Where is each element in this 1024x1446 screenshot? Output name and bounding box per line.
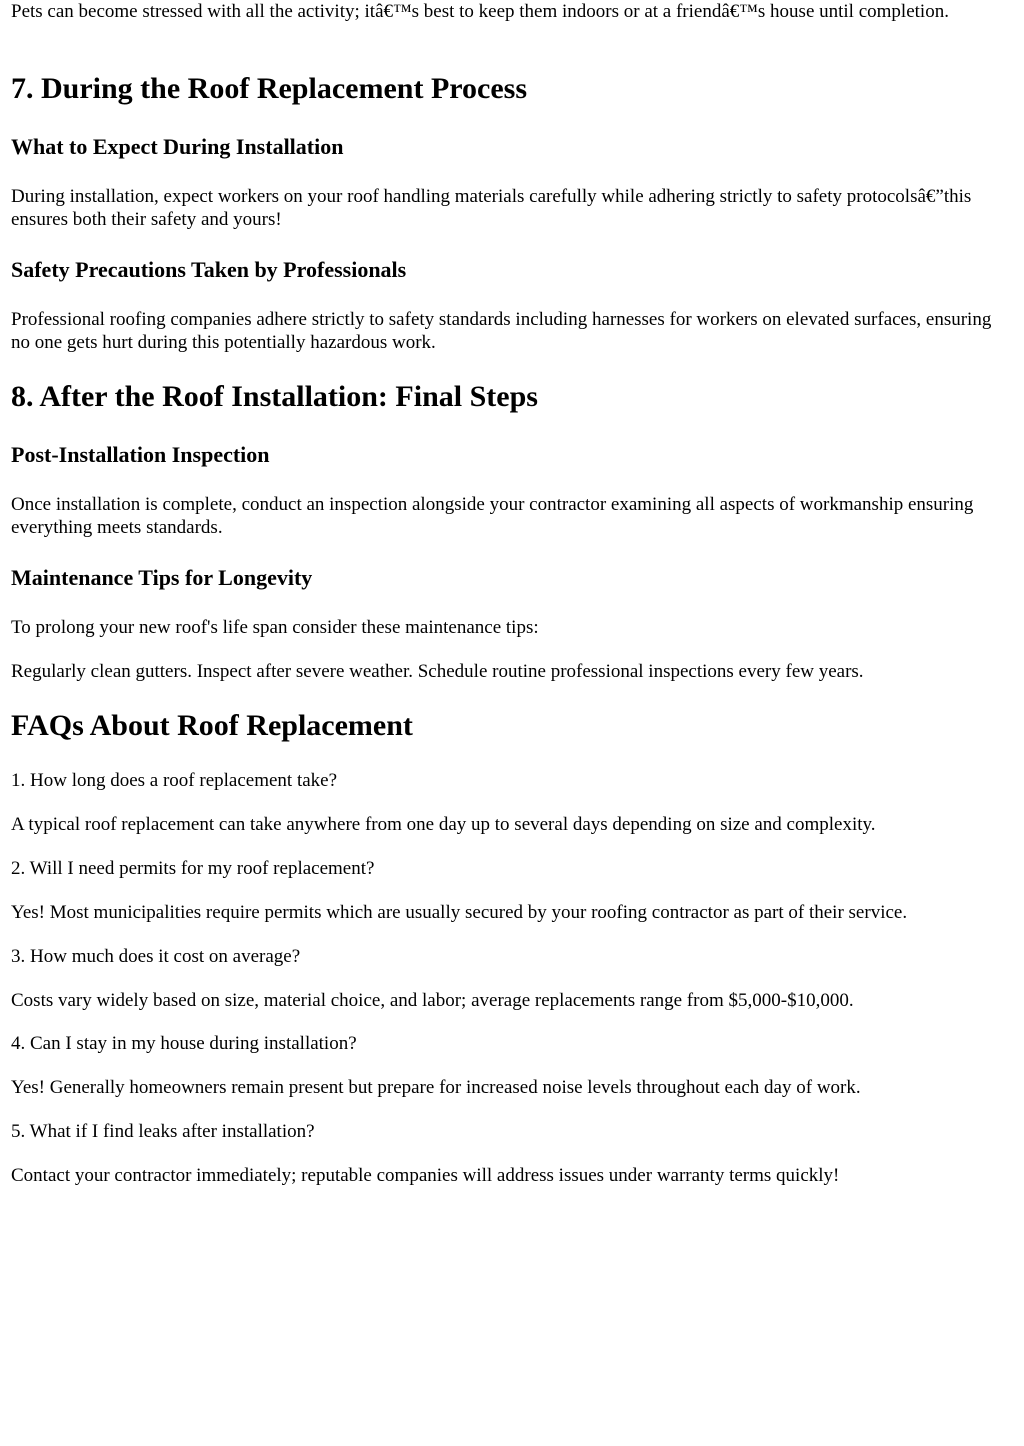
faq-answer-4: Yes! Generally homeowners remain present but prepare for increased noise levels throughout each day of work. — [11, 1077, 861, 1098]
section-8-heading: 8. After the Roof Installation: Final Steps — [11, 380, 538, 413]
section-8-sub-1-heading: Post-Installation Inspection — [11, 442, 270, 467]
faq-answer-1: A typical roof replacement can take anywhere from one day up to several days depending on size and complexity. — [11, 814, 876, 835]
section-7-sub-1-heading: What to Expect During Installation — [11, 134, 344, 159]
faq-question-2: 2. Will I need permits for my roof replacement? — [11, 858, 375, 879]
faq-answer-3: Costs vary widely based on size, material choice, and labor; average replacements range from $5,000-$10,000. — [11, 990, 854, 1011]
section-8-sub-1-paragraph: Once installation is complete, conduct an inspection alongside your contractor examining all aspects of workmanship ensuring everything meets standards. — [11, 494, 974, 538]
faq-question-1: 1. How long does a roof replacement take? — [11, 770, 338, 791]
section-7-sub-2-paragraph: Professional roofing companies adhere strictly to safety standards including harnesses for workers on elevated surfaces, ensuring no one gets hurt during this potentially hazardous work. — [11, 309, 992, 353]
section-7-sub-2-heading: Safety Precautions Taken by Professionals — [11, 257, 407, 282]
section-8-sub-2-paragraph: To prolong your new roof's life span consider these maintenance tips: — [11, 617, 539, 638]
section-8-sub-2-heading: Maintenance Tips for Longevity — [11, 565, 313, 590]
faq-question-5: 5. What if I find leaks after installation? — [11, 1121, 315, 1142]
faq-question-3: 3. How much does it cost on average? — [11, 946, 301, 967]
faq-answer-5: Contact your contractor immediately; reputable companies will address issues under warranty terms quickly! — [11, 1165, 840, 1186]
intro-paragraph: Pets can become stressed with all the activity; itâ€™s best to keep them indoors or at a friendâ€™s house until completion. — [11, 1, 949, 22]
section-7-sub-1-paragraph: During installation, expect workers on your roof handling materials carefully while adhering strictly to safety protocolsâ€”this ensures both their safety and yours! — [11, 186, 972, 230]
faq-answer-2: Yes! Most municipalities require permits which are usually secured by your roofing contractor as part of their service. — [11, 902, 908, 923]
section-7-heading: 7. During the Roof Replacement Process — [11, 72, 528, 105]
faqs-heading: FAQs About Roof Replacement — [11, 709, 413, 742]
faq-question-4: 4. Can I stay in my house during installation? — [11, 1033, 357, 1054]
maintenance-tips-paragraph: Regularly clean gutters. Inspect after severe weather. Schedule routine professional inspections every few years. — [11, 661, 864, 682]
